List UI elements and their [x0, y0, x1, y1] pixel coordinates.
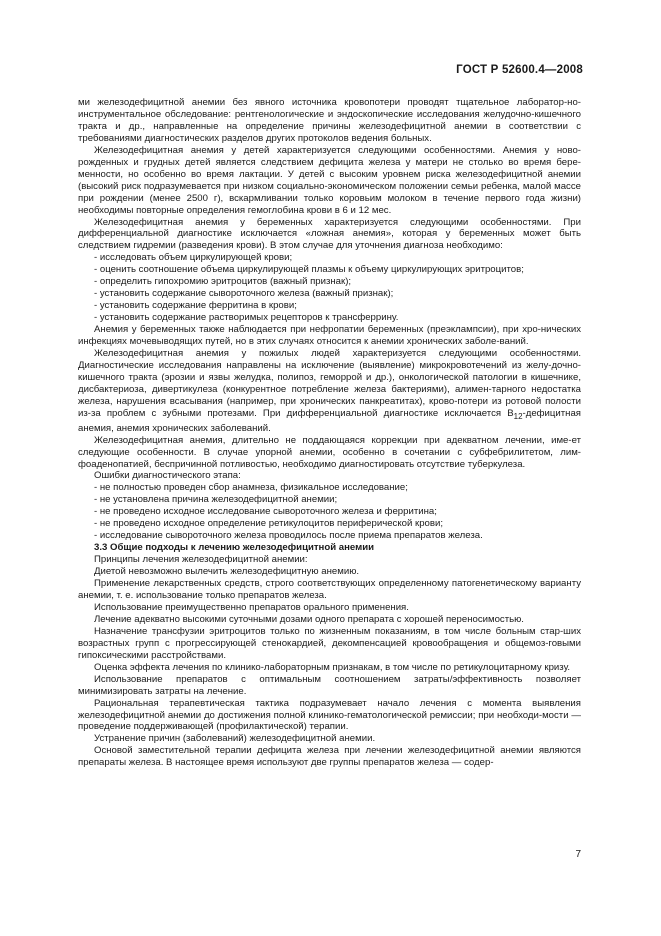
paragraph: Железодефицитная анемия, длительно не поддающаяся коррекции при адекватном лечении, име-ет следующие особенности. В случае упорной анемии, особенно в сочетании с субфебрилитетом, лим-фоаденопатией, беспричинной потливостью, необходимо диагностировать отсутствие туберкулеза.: [78, 434, 581, 470]
paragraph: Использование препаратов с оптимальным соотношением затраты/эффективность позволяет минимизировать затраты на лечение.: [78, 673, 581, 697]
list-item: - не проведено исходное исследование сывороточного железа и ферритина;: [94, 506, 437, 518]
list-item: - установить содержание растворимых рецепторов к трансферрину.: [94, 312, 399, 324]
paragraph-text: -дефицитная анемия, анемия хронических заболеваний.: [78, 407, 581, 434]
list-item: - установить содержание сывороточного железа (важный признак);: [94, 288, 394, 300]
list-item: - установить содержание ферритина в крови;: [94, 300, 297, 312]
list-item: - определить гипохромию эритроцитов (важный признак);: [94, 276, 352, 288]
paragraph: Железодефицитная анемия у детей характеризуется следующими особенностями. Анемия у ново-рожденных и грудных детей является следствием дефицита железа у матери не столько во время бере-менности, но особенно во время лактации. У детей с высоким уровнем риска железодефицитной анемии (высокий риск подразумевается при низком социально-экономическом положении семьи ребенка, малой массе при рождении (менее 2500 г), вскармливании только коровьим молоком в течение первого года жизни) необходимы повторные определения гемоглобина крови в 6 и 12 мес.: [78, 144, 581, 216]
paragraph: Использование преимущественно препаратов орального применения.: [94, 601, 409, 613]
document-id: ГОСТ Р 52600.4—2008: [456, 64, 583, 76]
list-item: - не полностью проведен сбор анамнеза, физикальное исследование;: [94, 482, 408, 494]
list-item: - не проведено исходное определение ретикулоцитов периферической крови;: [94, 518, 443, 530]
page-number: 7: [575, 849, 581, 860]
paragraph: Ошибки диагностического этапа:: [94, 470, 241, 482]
section-title: 3.3 Общие подходы к лечению железодефицитной анемии: [94, 542, 375, 554]
list-item: - оценить соотношение объема циркулирующей плазмы к объему циркулирующих эритроцитов;: [94, 264, 524, 276]
paragraph: Основой заместительной терапии дефицита железа при лечении железодефицитной анемии являются препараты железа. В настоящее время используют две группы препаратов железа — содер-: [78, 745, 581, 769]
paragraph-text: Железодефицитная анемия у пожилых людей характеризуется следующими особенностями. Диагностические исследования направлены на исключение (выявление) микрокровотечений из желу-дочно-кишечного тракта (эрозии и язвы желудка, полипоз, геморрой и др.), онкологической патологии в кишечнике, дисбактериоза, дивертикулеза (конкурентное потребление железа бактериями), алимен-тарного недостатка железа, нарушения всасывания (например, при хронических панкреатитах), крово-потери из ротовой полости из-за проблем с зубными протезами. При дифференциальной диагностике исключается B: [78, 348, 581, 419]
paragraph: Устранение причин (заболеваний) железодефицитной анемии.: [94, 733, 376, 745]
list-item: - исследовать объем циркулирующей крови;: [94, 252, 293, 264]
paragraph: Рациональная терапевтическая тактика подразумевает начало лечения с момента выявления железодефицитной анемии до достижения полной клинико-гематологической ремиссии; при необходи-мости — проведение поддерживающей (профилактической) терапии.: [78, 697, 581, 733]
list-item: - исследование сывороточного железа проводилось после приема препаратов железа.: [94, 530, 483, 542]
list-item: - не установлена причина железодефицитной анемии;: [94, 494, 338, 506]
paragraph: Лечение адекватно высокими суточными дозами одного препарата с хорошей переносимостью.: [94, 613, 524, 625]
paragraph: Анемия у беременных также наблюдается при нефропатии беременных (преэклампсии), при хро-нических инфекциях мочевыводящих путей, но в этих случаях относится к анемии хронических заболе-ваний.: [78, 324, 581, 348]
paragraph: Назначение трансфузии эритроцитов только по жизненным показаниям, в том числе больным стар-ших возрастных групп с прогрессирующей стенокардией, декомпенсацией кровообращения и общемоз-говыми гипоксическими расстройствами.: [78, 625, 581, 661]
paragraph: ми железодефицитной анемии без явного источника кровопотери проводят тщательное лаборатор-но-инструментальное обследование: рентгенологические и эндоскопические исследования желудочно-кишечного тракта и др., направленные на определение причины железодефицитной анемии в соответствии с требованиями диагностических разделов других протоколов ведения больных.: [78, 97, 581, 144]
paragraph: Применение лекарственных средств, строго соответствующих определенному патогенетическому варианту анемии, т. е. использование только препаратов железа.: [78, 578, 581, 601]
paragraph: Диетой невозможно вылечить железодефицитную анемию.: [94, 566, 360, 578]
document-body: [78, 97, 581, 769]
paragraph: Оценка эффекта лечения по клинико-лабораторным признакам, в том числе по ретикулоцитарному кризу.: [94, 661, 571, 673]
paragraph: [78, 348, 581, 435]
subscript: 12: [513, 411, 523, 421]
paragraph: Принципы лечения железодефицитной анемии:: [94, 554, 308, 566]
paragraph: Железодефицитная анемия у беременных характеризуется следующими особенностями. При дифференциальной диагностике исключается «ложная анемия», которая у беременных может быть следствием гидремии (разведения крови). В этом случае для уточнения диагноза необходимо:: [78, 216, 581, 252]
